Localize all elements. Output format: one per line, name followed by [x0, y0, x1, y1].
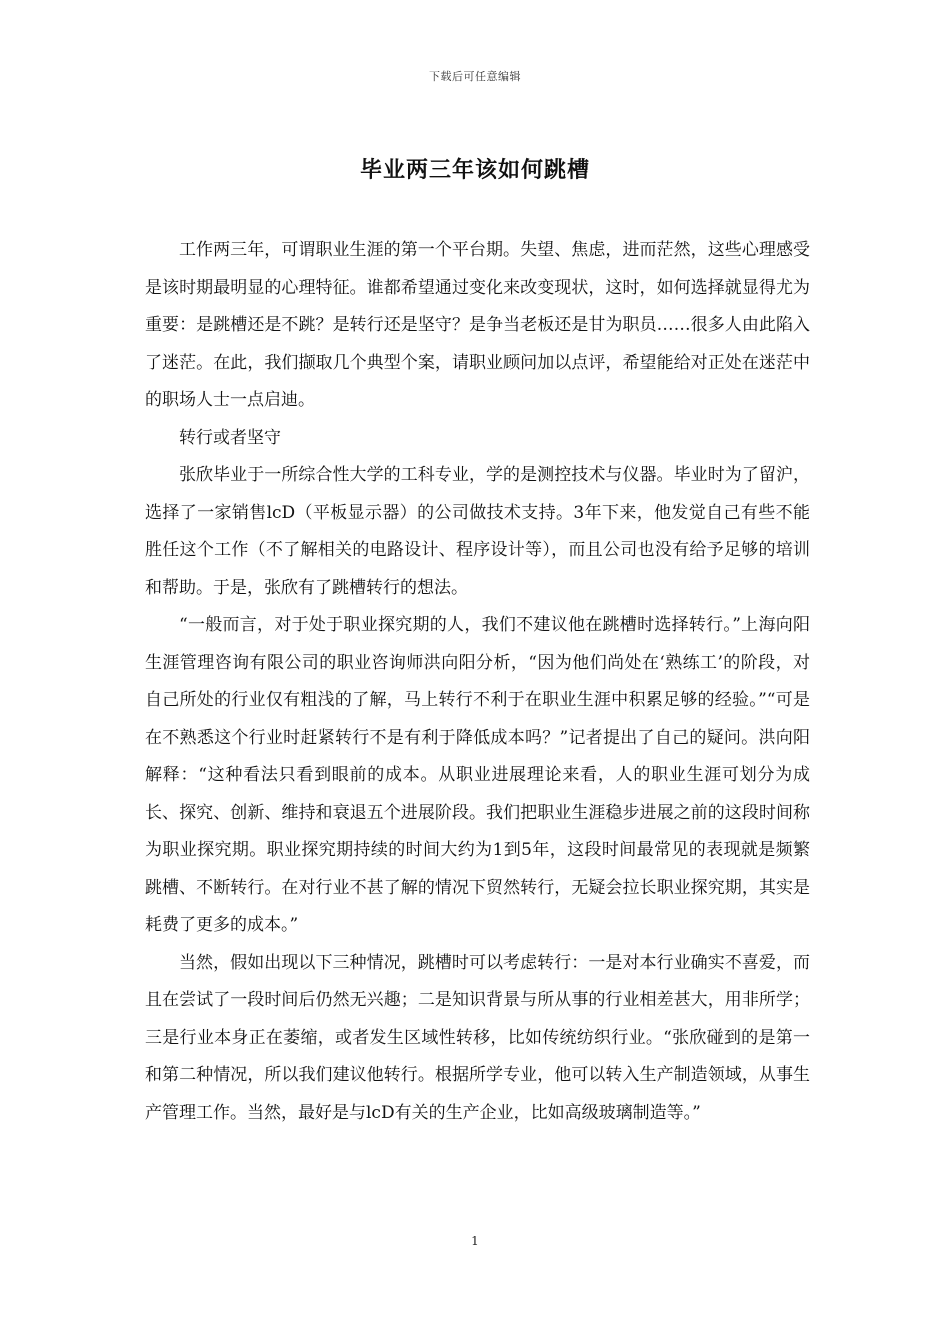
intro-paragraph: 工作两三年，可谓职业生涯的第一个平台期。失望、焦虑，进而茫然，这些心理感受是该时期最明显的心理特征。谁都希望通过变化来改变现状，这时，如何选择就显得尤为重要：是跳槽还是不跳？是转行还是坚守？是争当老板还是甘为职员……很多人由此陷入了迷茫。在此，我们撷取几个典型个案，请职业顾问加以点评，希望能给对正处在迷茫中的职场人士一点启迪。 [145, 240, 810, 410]
body-paragraph: 张欣毕业于一所综合性大学的工科专业，学的是测控技术与仪器。毕业时为了留沪，选择了一家销售lcD（平板显示器）的公司做技术支持。3年下来，他发觉自己有些不能胜任这个工作（不了解相关的电路设计、程序设计等），而且公司也没有给予足够的培训和帮助。于是，张欣有了跳槽转行的想法。 [145, 465, 810, 598]
document-title: 毕业两三年该如何跳槽 [359, 157, 590, 183]
body-paragraph: 当然，假如出现以下三种情况，跳槽时可以考虑转行：一是对本行业确实不喜爱，而且在尝试了一段时间后仍然无兴趣；二是知识背景与所从事的行业相差甚大，用非所学；三是行业本身正在萎缩，或者发生区域性转移，比如传统纺织行业。“张欣碰到的是第一和第二种情况，所以我们建议他转行。根据所学专业，他可以转入生产制造领域，从事生产管理工作。当然，最好是与lcD有关的生产企业，比如高级玻璃制造等。” [145, 952, 810, 1123]
section-heading: 转行或者坚守 [179, 427, 281, 448]
page-number: 1 [471, 1234, 479, 1248]
document-body [145, 232, 810, 1132]
body-paragraph: “一般而言，对于处于职业探究期的人，我们不建议他在跳槽时选择转行。”上海向阳生涯管理咨询有限公司的职业咨询师洪向阳分析，“因为他们尚处在‘熟练工’的阶段，对自己所处的行业仅有粗浅的了解，马上转行不利于在职业生涯中积累足够的经验。”“可是在不熟悉这个行业时赶紧转行不是有利于降低成本吗？”记者提出了自己的疑问。洪向阳解释：“这种看法只看到眼前的成本。从职业进展理论来看，人的职业生涯可划分为成长、探究、创新、维持和衰退五个进展阶段。我们把职业生涯稳步进展之前的这段时间称为职业探究期。职业探究期持续的时间大约为1到5年，这段时间最常见的表现就是频繁跳槽、不断转行。在对行业不甚了解的情况下贸然转行，无疑会拉长职业探究期，其实是耗费了更多的成本。” [145, 615, 810, 935]
header-note: 下载后可任意编辑 [429, 70, 521, 83]
